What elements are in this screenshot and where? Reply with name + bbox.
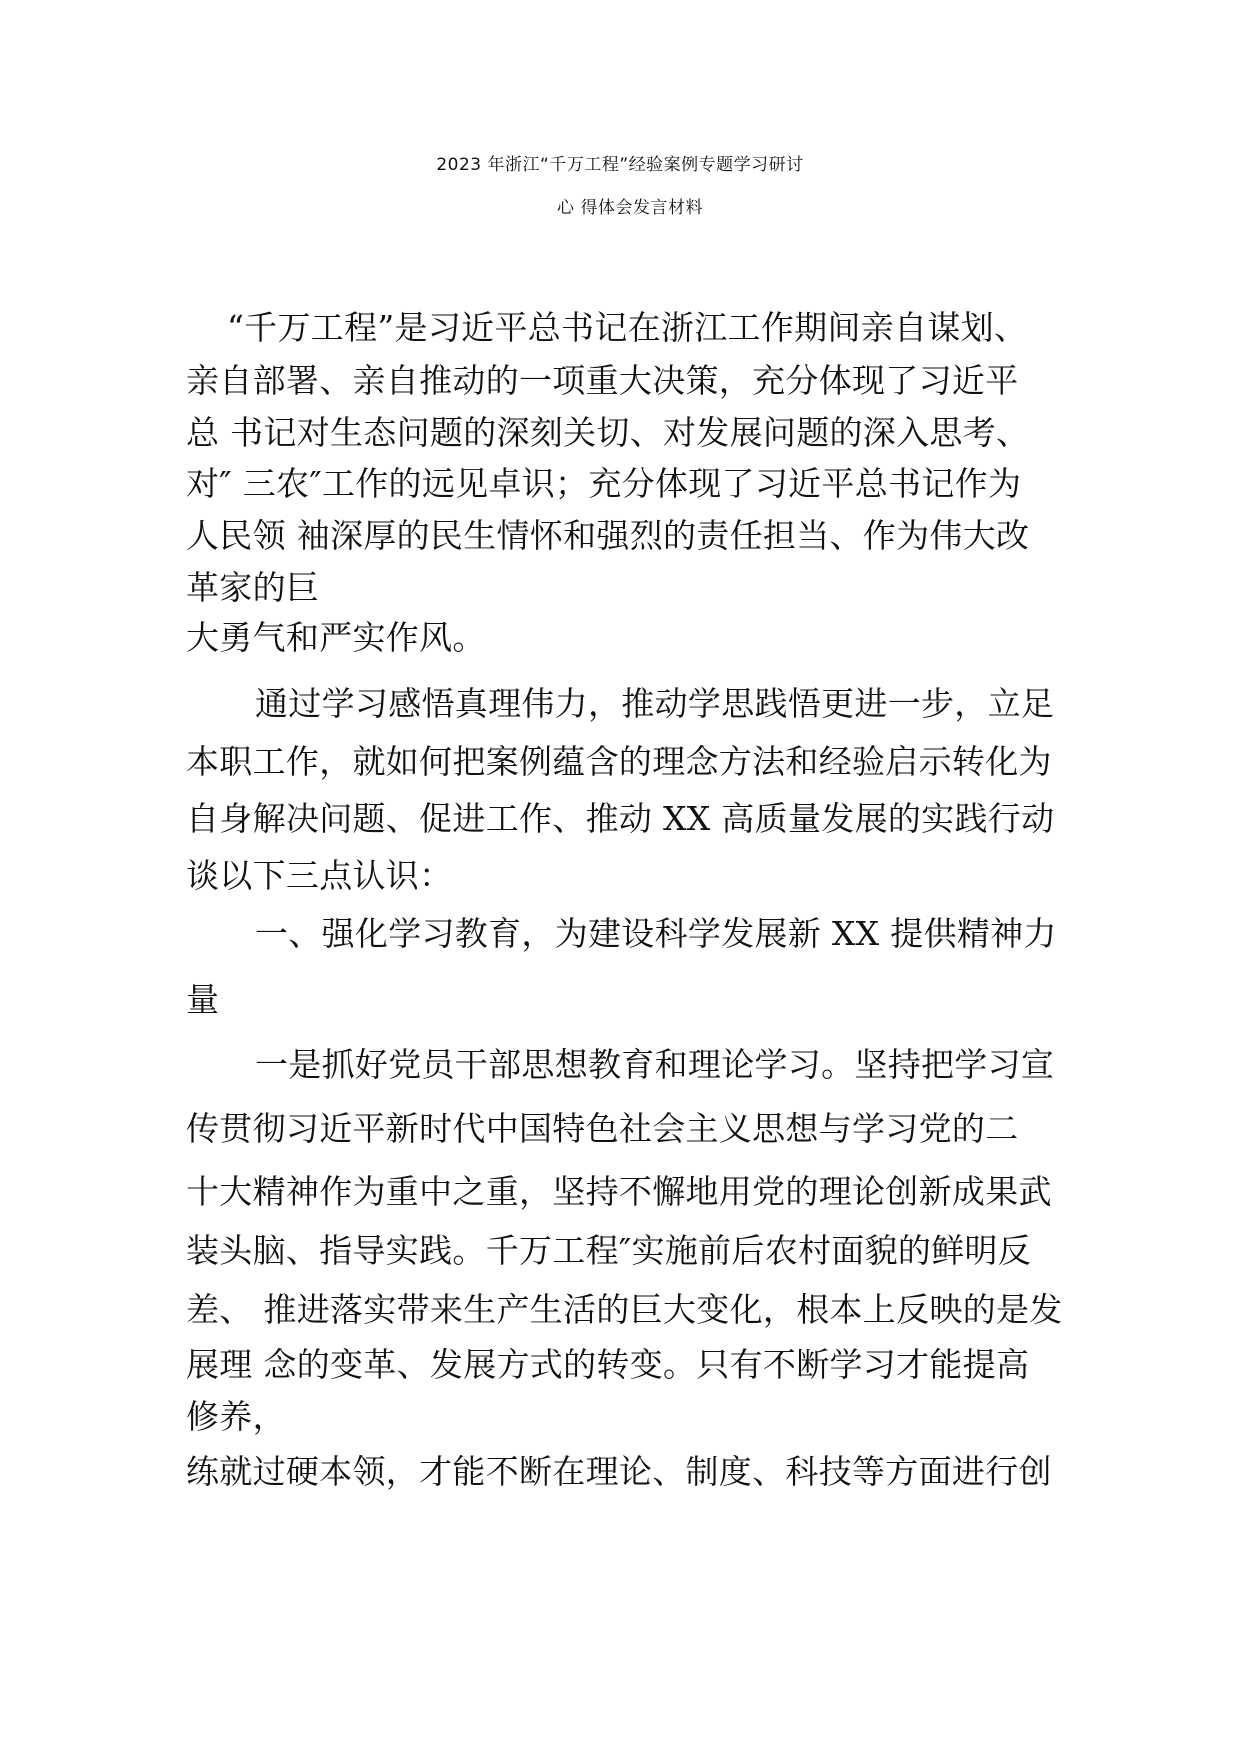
body-line: 通过学习感悟真理伟力，推动学思践悟更进一步，立足 xyxy=(255,684,1055,723)
body-line: 练就过硬本领，才能不断在理论、制度、科技等方面进行创 xyxy=(186,1452,1052,1491)
section-heading-continued: 量 xyxy=(186,980,220,1019)
document-title-line-1: 2023 年浙江“千万工程”经验案例专题学习研讨 xyxy=(436,155,804,175)
body-line: 一是抓好党员干部思想教育和理论学习。坚持把学习宣 xyxy=(255,1045,1055,1084)
body-line: 人民领 袖深厚的民生情怀和强烈的责任担当、作为伟大改 xyxy=(186,516,1030,555)
body-line: 差、 推进落实带来生产生活的巨大变化，根本上反映的是发 xyxy=(186,1290,1063,1329)
body-line: 亲自部署、亲自推动的一项重大决策，充分体现了习近平 xyxy=(186,361,1019,400)
section-heading: 一、强化学习教育，为建设科学发展新 XX 提供精神力 xyxy=(255,914,1057,953)
body-line: 本职工作，就如何把案例蕴含的理念方法和经验启示转化为 xyxy=(186,742,1052,781)
document-title-line-2: 心 得体会发言材料 xyxy=(557,198,703,218)
body-line: “千万工程”是习近平总书记在浙江工作期间亲自谋划、 xyxy=(227,308,1028,347)
body-line: 革家的巨 xyxy=(186,568,320,607)
body-line: 总 书记对生态问题的深刻关切、对发展问题的深入思考、 xyxy=(186,413,1030,452)
body-line: 传贯彻习近平新时代中国特色社会主义思想与学习党的二 xyxy=(186,1109,1019,1148)
body-line: 修养， xyxy=(186,1397,286,1436)
body-line: 展理 念的变革、发展方式的转变。只有不断学习才能提高 xyxy=(186,1345,1030,1384)
body-line: 十大精神作为重中之重，坚持不懈地用党的理论创新成果武 xyxy=(186,1172,1052,1211)
body-line: 自身解决问题、促进工作、推动 XX 高质量发展的实践行动 xyxy=(186,799,1055,838)
body-line: 谈以下三点认识： xyxy=(186,856,453,895)
body-line: 对″ 三农″工作的远见卓识；充分体现了习近平总书记作为 xyxy=(186,464,1022,503)
body-line: 大勇气和严实作风。 xyxy=(186,618,486,657)
body-line: 装头脑、指导实践。千万工程″实施前后农村面貌的鲜明反 xyxy=(186,1231,1032,1270)
